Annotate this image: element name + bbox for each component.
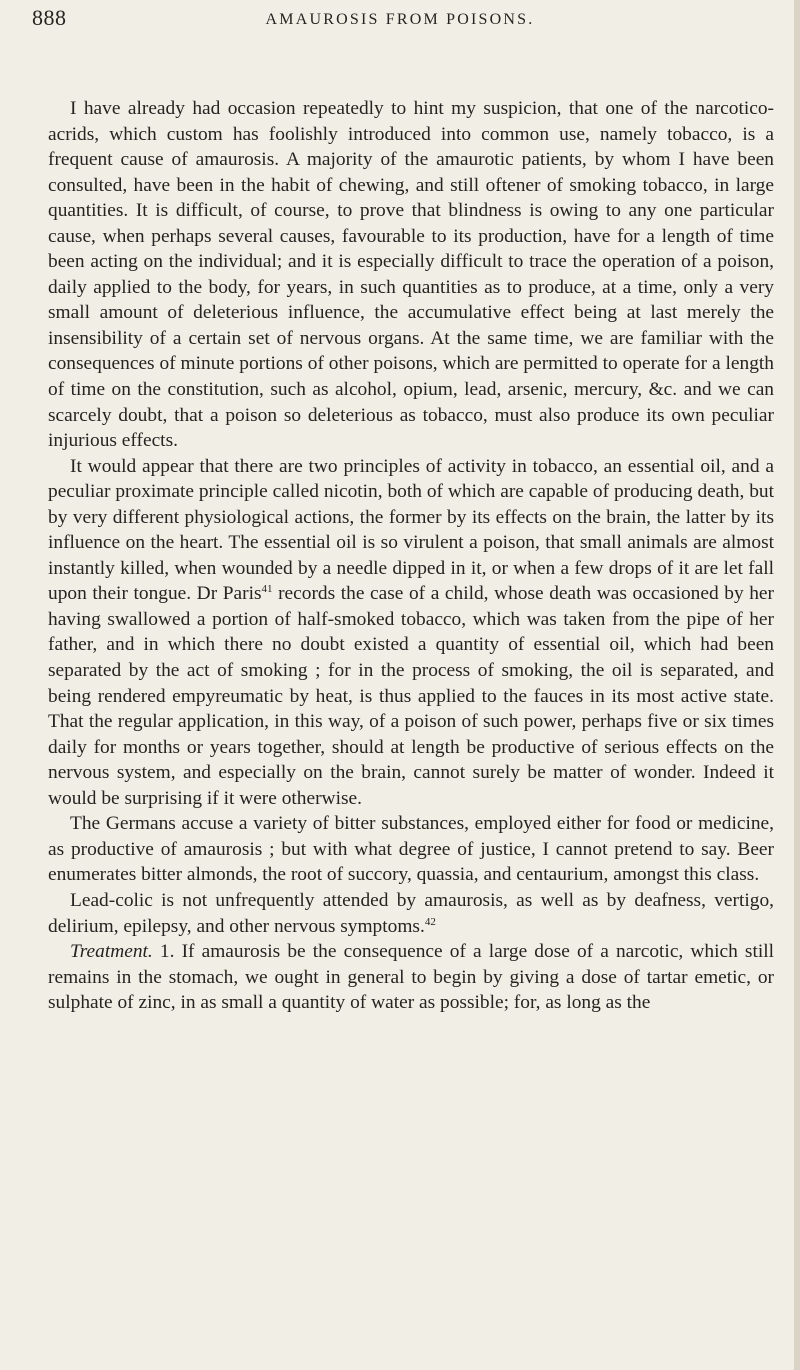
running-head: AMAUROSIS FROM POISONS. bbox=[265, 11, 535, 28]
paragraph-text: records the case of a child, whose death was occasioned by her having swallowed a portion of half-smoked tobacco, which was taken from the pipe of her father, and in which there no doubt existed a quantity of essential oil, which had been separated by the act of smoking ; for in the process of smoking, the oil is separated, and being rendered empyreumatic by heat, is thus applied to the fauces in its most active state. That the regular application, in this way, of a poison of such power, perhaps five or six times daily for months or years together, should at length be productive of serious effects on the nervous system, and especially on the brain, cannot surely be matter of wonder. Indeed it would be surprising if it were otherwise. bbox=[48, 583, 774, 809]
paragraph-text: 1. If amaurosis be the consequence of a large dose of a narcotic, which still remains in the stomach, we ought in general to begin by giving a dose of tartar emetic, or sulphate of zinc, in as small a quantity of water as possible; for, as long as the bbox=[48, 941, 774, 1014]
page-number: 888 bbox=[32, 5, 67, 30]
paragraph-text: Lead-colic is not unfrequently attended by amaurosis, as well as by deafness, vertigo, delirium, epilepsy, and other nervous symptoms. bbox=[48, 889, 774, 937]
paragraph-text: The Germans accuse a variety of bitter substances, employed either for food or medicine, as productive of amaurosis ; but with what degree of justice, I cannot pretend to say. Beer enumerates bitter almonds, the root of succory, quassia, and centaurium, amongst this class. bbox=[48, 813, 774, 886]
paragraph-treatment bbox=[48, 939, 774, 1016]
paragraph-tobacco-suspicion bbox=[48, 96, 774, 454]
paragraph-text: I have already had occasion repeatedly to hint my suspicion, that one of the narcotico-acrids, which custom has foolishly introduced into common use, namely tobacco, is a frequent cause of amaurosis. A majority of the amaurotic patients, by whom I have been consulted, have been in the habit of chewing, and still oftener of smoking tobacco, in large quantities. It is difficult, of course, to prove that blindness is owing to any one particular cause, when perhaps several causes, favourable to its production, have for a length of time been acting on the individual; and it is especially difficult to trace the operation of a poison, daily applied to the body, for years, in such quantities as to produce, at a time, only a very small amount of deleterious influence, the accumulative effect being at last merely the insensibility of a certain set of nervous organs. At the same time, we are familiar with the consequences of minute portions of other poisons, which are permitted to operate for a length of time on the constitution, such as alcohol, opium, lead, arsenic, mercury, &c. and we can scarcely doubt, that a poison so deleterious as tobacco, must also produce its own peculiar injurious effects. bbox=[48, 98, 774, 452]
paragraph-text: It would appear that there are two principles of activity in tobacco, an essential oil, and a peculiar proximate principle called nicotin, both of which are capable of producing death, but by very different physiological actions, the former by its effects on the brain, the latter by its influence on the heart. The essential oil is so virulent a poison, that small animals are almost instantly killed, when wounded by a needle dipped in it, or when a few drops of it are let fall upon their tongue. Dr Paris bbox=[48, 455, 774, 605]
section-lead-treatment: Treatment. bbox=[70, 941, 153, 963]
paragraph-bitter-substances bbox=[48, 811, 774, 888]
footnote-marker: 41 bbox=[261, 583, 273, 596]
footnote-marker: 42 bbox=[424, 915, 436, 928]
paragraph-lead-colic bbox=[48, 888, 774, 939]
paragraph-tobacco-principles bbox=[48, 454, 774, 812]
body-text bbox=[48, 96, 774, 1016]
